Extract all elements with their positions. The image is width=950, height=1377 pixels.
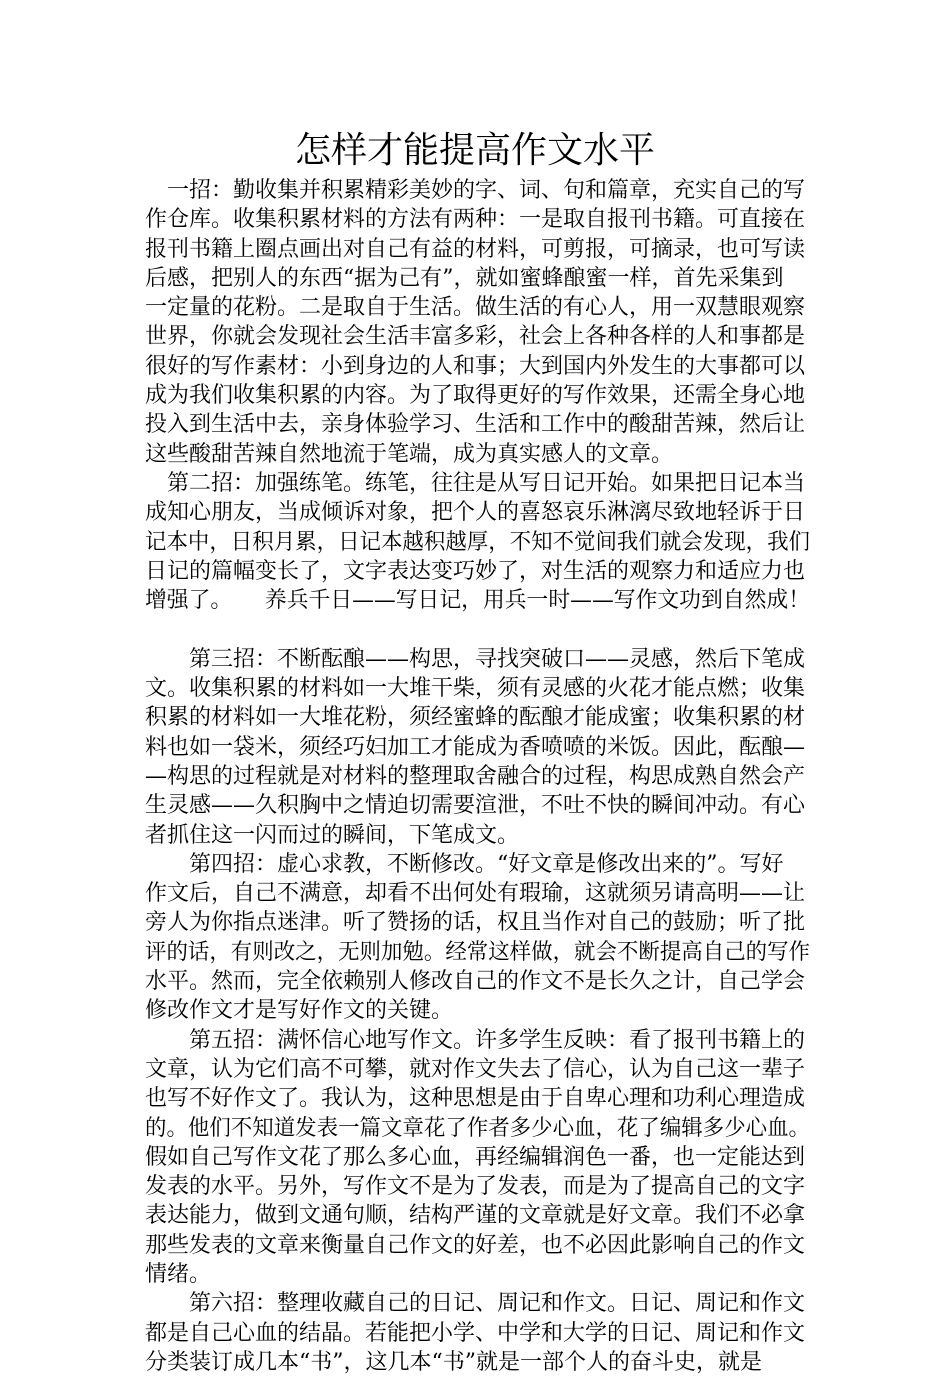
text-line: —构思的过程就是对材料的整理取舍融合的过程，构思成熟自然会产 [145, 763, 806, 789]
text-line: 第五招：满怀信心地写作文。许多学生反映：看了报刊书籍上的 [145, 1027, 806, 1053]
text-line [145, 615, 810, 644]
text-line: 都是自己心血的结晶。若能把小学、中学和大学的日记、周记和作文 [145, 1320, 806, 1346]
text-line: 第三招：不断酝酿——构思，寻找突破口——灵感，然后下笔成 [145, 646, 806, 672]
text-line: 水平。然而，完全依赖别人修改自己的作文不是长久之计，自己学会 [145, 969, 806, 995]
text-line: 也写不好作文了。我认为，这种思想是由于自卑心理和功利心理造成 [145, 1086, 806, 1112]
text-line: 很好的写作素材：小到身边的人和事；大到国内外发生的大事都可以 [145, 353, 806, 379]
text-line: 成知心朋友，当成倾诉对象，把个人的喜怒哀乐淋漓尽致地轻诉于日 [145, 500, 806, 526]
text-line: 文章，认为它们高不可攀，就对作文失去了信心，认为自己这一辈子 [145, 1056, 806, 1082]
text-line: 者抓住这一闪而过的瞬间，下笔成文。 [145, 822, 520, 848]
text-line: 旁人为你指点迷津。听了赞扬的话，权且当作对自己的鼓励；听了批 [145, 910, 806, 936]
text-line: 后感，把别人的东西“据为己有”，就如蜜蜂酿蜜一样，首先采集到 [145, 265, 784, 291]
text-line: 增强了。 养兵千日——写日记，用兵一时——写作文功到自然成！ [145, 588, 811, 614]
text-line: 投入到生活中去，亲身体验学习、生活和工作中的酸甜苦辣，然后让 [145, 412, 806, 438]
document-body [145, 176, 810, 1377]
text-line: 记本中，日积月累，日记本越积越厚，不知不觉间我们就会发现，我们 [145, 529, 811, 555]
document-title: 怎样才能提高作文水平 [294, 130, 655, 171]
text-line: 这些酸甜苦辣自然地流于笔端，成为真实感人的文章。 [145, 441, 674, 467]
text-line: 的。他们不知道发表一篇文章花了作者多少心血，花了编辑多少心血。 [145, 1115, 811, 1141]
text-line: 第四招：虚心求教，不断修改。“好文章是修改出来的”。写好 [145, 851, 784, 877]
text-line: 情绪。 [145, 1261, 212, 1287]
text-line: 发表的水平。另外，写作文不是为了发表，而是为了提高自己的文字 [145, 1174, 806, 1200]
text-line: 生灵感——久积胸中之情迫切需要渲泄，不吐不快的瞬间冲动。有心 [145, 793, 806, 819]
text-line: 成为我们收集积累的内容。为了取得更好的写作效果，还需全身心地 [145, 383, 806, 409]
text-line: 假如自己写作文花了那么多心血，再经编辑润色一番，也一定能达到 [145, 1144, 806, 1170]
text-line: 积累的材料如一大堆花粉，须经蜜蜂的酝酿才能成蜜；收集积累的材 [145, 705, 806, 731]
text-line: 评的话，有则改之，无则加勉。经常这样做，就会不断提高自己的写作 [145, 939, 811, 965]
text-line: 文。收集积累的材料如一大堆干柴，须有灵感的火花才能点燃；收集 [145, 676, 806, 702]
text-line: 报刊书籍上圈点画出对自己有益的材料，可剪报，可摘录，也可写读 [145, 236, 806, 262]
text-line: 那些发表的文章来衡量自己作文的好差，也不必因此影响自己的作文 [145, 1232, 806, 1258]
text-line: 一招：勤收集并积累精彩美妙的字、词、句和篇章，充实自己的写 [145, 178, 806, 203]
text-line: 作文后，自己不满意，却看不出何处有瑕瑜，这就须另请高明——让 [145, 881, 806, 907]
text-line: 日记的篇幅变长了，文字表达变巧妙了，对生活的观察力和适应力也 [145, 558, 806, 584]
text-line: 一定量的花粉。二是取自于生活。做生活的有心人，用一双慧眼观察 [145, 295, 806, 321]
text-line: 第二招：加强练笔。练笔，往往是从写日记开始。如果把日记本当 [145, 470, 806, 496]
text-line: 表达能力，做到文通句顺，结构严谨的文章就是好文章。我们不必拿 [145, 1203, 806, 1229]
text-line: 第六招：整理收藏自己的日记、周记和作文。日记、周记和作文 [145, 1291, 806, 1317]
text-line: 分类装订成几本“书”，这几本“书”就是一部个人的奋斗史，就是 [145, 1349, 762, 1375]
text-line: 料也如一袋米，须经巧妇加工才能成为香喷喷的米饭。因此，酝酿— [145, 734, 806, 760]
text-line: 世界，你就会发现社会生活丰富多彩，社会上各种各样的人和事都是 [145, 324, 806, 350]
text-line: 修改作文才是写好作文的关键。 [145, 998, 454, 1024]
text-line: 作仓库。收集积累材料的方法有两种：一是取自报刊书籍。可直接在 [145, 207, 806, 233]
